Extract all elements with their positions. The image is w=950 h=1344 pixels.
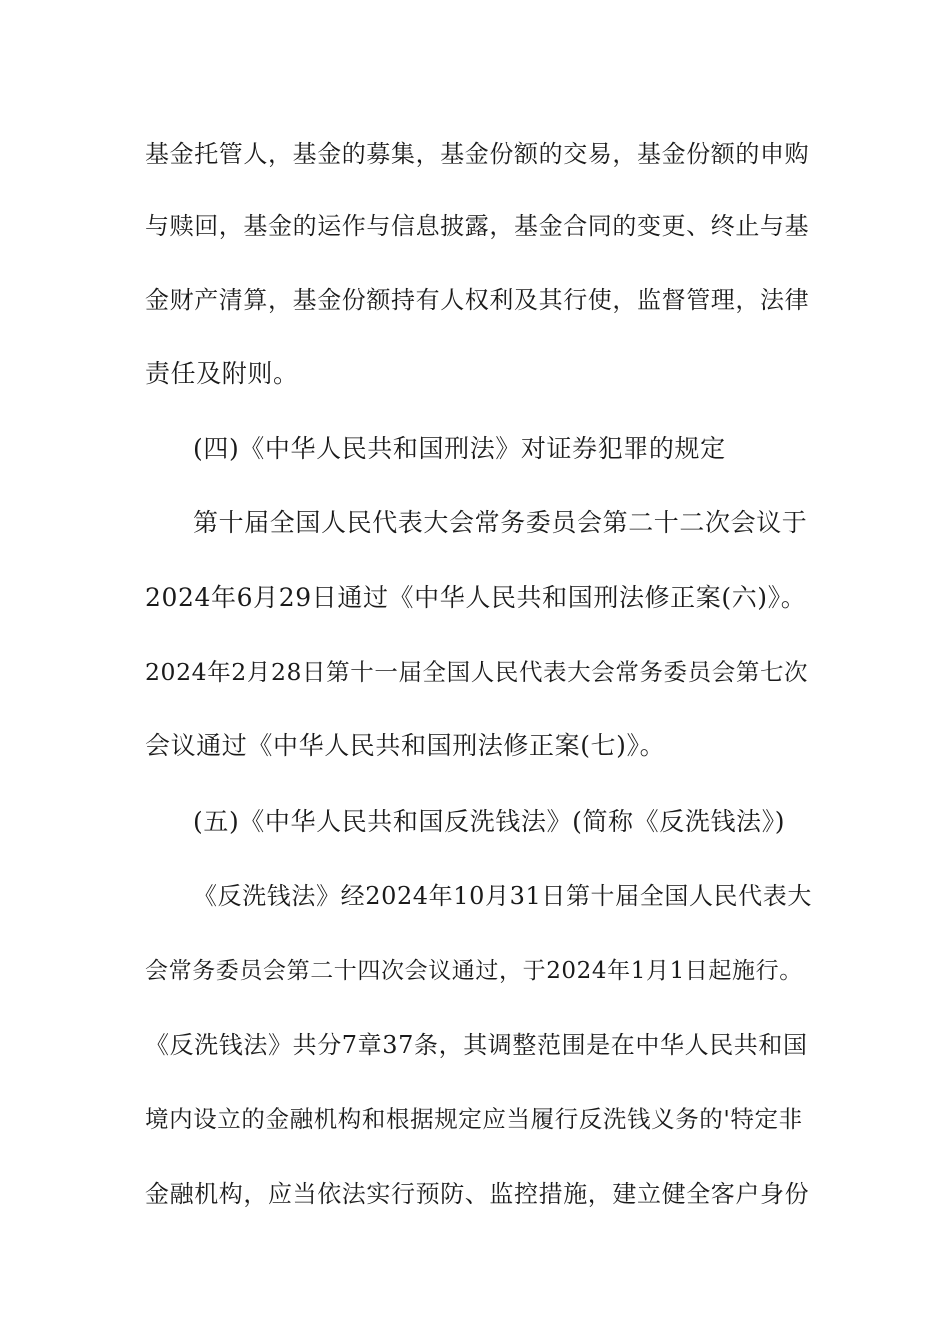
text-line-1: 基金托管人，基金的募集，基金份额的交易，基金份额的申购 (145, 140, 810, 168)
text-line-4: 责任及附则。 (145, 359, 299, 388)
text-line-14: 境内设立的金融机构和根据规定应当履行反洗钱义务的'特定非 (145, 1105, 803, 1133)
text-line-12: 会常务委员会第二十四次会议通过，于2024年1月1日起施行。 (145, 958, 803, 984)
text-line-15: 金融机构，应当依法实行预防、监控措施，建立健全客户身份 (145, 1180, 810, 1208)
section-heading-4: (四)《中华人民共和国刑法》对证券犯罪的规定 (193, 434, 726, 463)
section-heading-5: (五)《中华人民共和国反洗钱法》(简称《反洗钱法》) (193, 807, 786, 836)
text-line-11: 《反洗钱法》经2024年10月31日第十届全国人民代表大 (193, 882, 812, 910)
text-line-13: 《反洗钱法》共分7章37条，其调整范围是在中华人民共和国 (145, 1031, 808, 1059)
text-line-6: 第十届全国人民代表大会常务委员会第二十二次会议于 (193, 508, 808, 537)
text-line-8: 2024年2月28日第十一届全国人民代表大会常务委员会第七次 (145, 658, 809, 686)
text-line-7: 2024年6月29日通过《中华人民共和国刑法修正案(六)》。 (145, 583, 807, 612)
text-line-3: 金财产清算，基金份额持有人权利及其行使，监督管理，法律 (145, 286, 810, 314)
text-line-9: 会议通过《中华人民共和国刑法修正案(七)》。 (145, 731, 666, 760)
text-line-2: 与赎回，基金的运作与信息披露，基金合同的变更、终止与基 (145, 212, 810, 240)
